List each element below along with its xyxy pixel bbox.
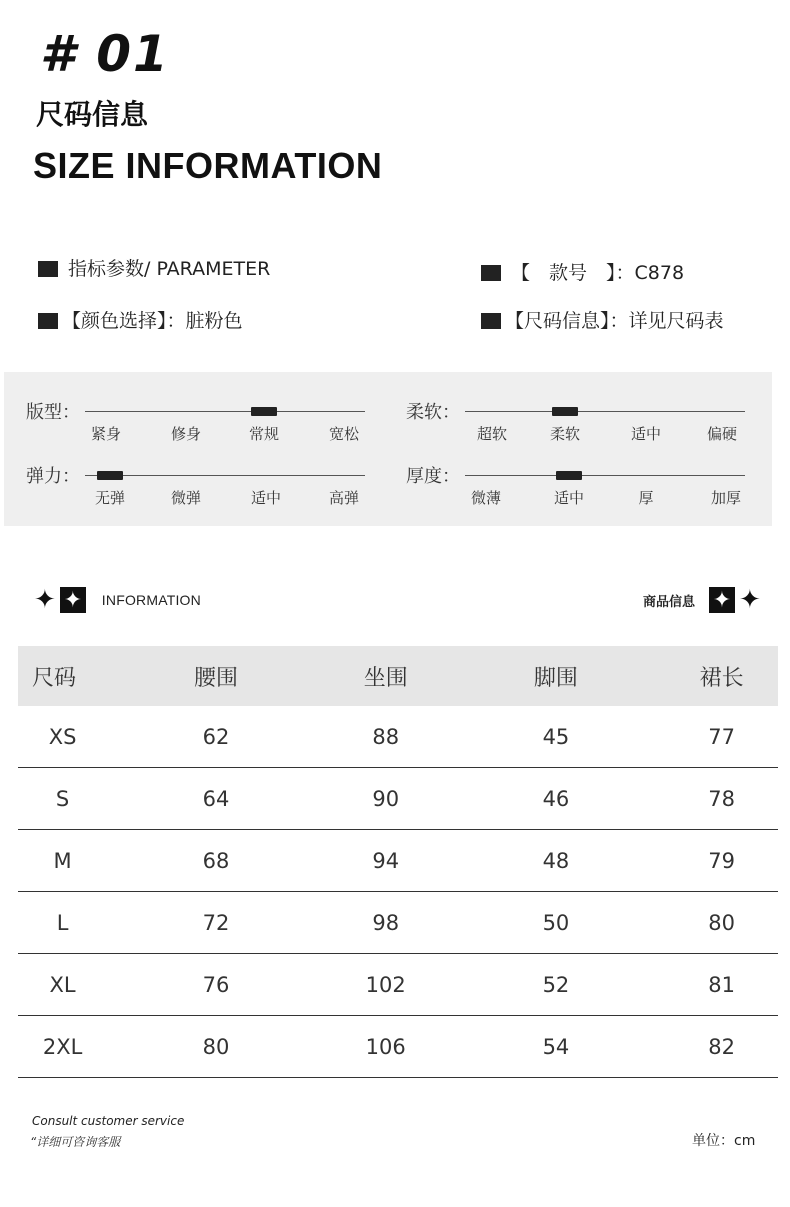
square-bullet-icon xyxy=(38,313,58,329)
attribute-option: 微弹 xyxy=(170,489,201,507)
attribute-option: 高弹 xyxy=(328,489,359,507)
square-bullet-icon xyxy=(481,313,501,329)
attribute-option: 微薄 xyxy=(470,489,501,507)
cell-length: 78 xyxy=(665,768,778,830)
cell-length: 80 xyxy=(665,892,778,954)
attribute-option: 适中 xyxy=(553,489,584,507)
attribute-option: 修身 xyxy=(170,425,201,443)
table-row xyxy=(18,706,778,768)
color-label: 【颜色选择】：脏粉色 xyxy=(62,310,243,332)
square-bullet-icon xyxy=(38,261,58,277)
cell-size: XS xyxy=(18,706,107,768)
cell-waist: 80 xyxy=(107,1016,325,1078)
attribute-track xyxy=(85,411,365,412)
attribute-option: 加厚 xyxy=(710,489,741,507)
parameter-item xyxy=(38,257,270,281)
cell-hem: 45 xyxy=(447,706,666,768)
page-title-en: SIZE INFORMATION xyxy=(33,145,383,186)
consult-service-cn: “详细可咨询客服 xyxy=(30,1135,121,1149)
cell-size: L xyxy=(18,892,107,954)
cell-hem: 54 xyxy=(447,1016,666,1078)
size-table-header-row xyxy=(18,646,778,706)
size-info-label: 【尺码信息】：详见尺码表 xyxy=(505,310,724,332)
attribute-option: 常规 xyxy=(248,425,279,443)
sparkle-box-icon: ✦ xyxy=(60,587,86,613)
cell-hem: 46 xyxy=(447,768,666,830)
cell-hip: 94 xyxy=(325,830,447,892)
style-number-item xyxy=(481,261,684,285)
attribute-track xyxy=(465,475,745,476)
attribute-option: 超软 xyxy=(476,425,507,443)
square-bullet-icon xyxy=(481,265,501,281)
attribute-option: 柔软 xyxy=(549,425,580,443)
sparkle-box-icon: ✦ xyxy=(709,587,735,613)
parameter-label: 指标参数/ PARAMETER xyxy=(68,258,271,280)
section-number: # 01 xyxy=(40,25,170,83)
cell-waist: 68 xyxy=(107,830,325,892)
attribute-label: 弹力： xyxy=(26,466,80,487)
cell-waist: 62 xyxy=(107,706,325,768)
cell-size: 2XL xyxy=(18,1016,107,1078)
unit-label: 单位：cm xyxy=(692,1133,756,1149)
sparkle-icon: ✦ xyxy=(739,585,761,615)
cell-hip: 90 xyxy=(325,768,447,830)
size-info-item xyxy=(481,309,724,333)
attribute-label: 厚度： xyxy=(406,466,460,487)
information-header-right xyxy=(643,585,761,615)
cell-hem: 50 xyxy=(447,892,666,954)
cell-length: 79 xyxy=(665,830,778,892)
cell-waist: 64 xyxy=(107,768,325,830)
cell-waist: 72 xyxy=(107,892,325,954)
attribute-label: 柔软： xyxy=(406,402,460,423)
attribute-indicator xyxy=(552,407,578,416)
attribute-track xyxy=(465,411,745,412)
attribute-track xyxy=(85,475,365,476)
header-waist: 腰围 xyxy=(107,646,325,706)
attribute-indicator xyxy=(556,471,582,480)
cell-size: XL xyxy=(18,954,107,1016)
attribute-indicator xyxy=(251,407,277,416)
size-table xyxy=(18,646,778,1078)
attribute-indicator xyxy=(97,471,123,480)
attribute-option: 适中 xyxy=(250,489,281,507)
attribute-option: 适中 xyxy=(630,425,661,443)
sparkle-icon: ✦ xyxy=(34,585,56,615)
cell-waist: 76 xyxy=(107,954,325,1016)
cell-hip: 88 xyxy=(325,706,447,768)
product-info-label: 商品信息 xyxy=(643,594,696,610)
header-size: 尺码 xyxy=(18,646,107,706)
header-length: 裙长 xyxy=(665,646,778,706)
table-row xyxy=(18,954,778,1016)
color-item xyxy=(38,309,243,333)
style-number-label: 【 款号 】：C878 xyxy=(511,262,685,284)
cell-size: M xyxy=(18,830,107,892)
table-row xyxy=(18,892,778,954)
cell-size: S xyxy=(18,768,107,830)
table-row xyxy=(18,830,778,892)
table-row xyxy=(18,768,778,830)
cell-hip: 98 xyxy=(325,892,447,954)
information-header-left xyxy=(34,585,201,615)
table-row xyxy=(18,1016,778,1078)
cell-length: 77 xyxy=(665,706,778,768)
attribute-option: 厚 xyxy=(638,489,654,507)
cell-hip: 106 xyxy=(325,1016,447,1078)
cell-length: 81 xyxy=(665,954,778,1016)
attribute-option: 无弹 xyxy=(94,489,125,507)
cell-length: 82 xyxy=(665,1016,778,1078)
attribute-option: 宽松 xyxy=(328,425,359,443)
consult-service-en: Consult customer service xyxy=(32,1114,185,1128)
cell-hip: 102 xyxy=(325,954,447,1016)
page-title-cn: 尺码信息 xyxy=(36,98,149,131)
header-hip: 坐围 xyxy=(325,646,447,706)
header-hem: 脚围 xyxy=(447,646,666,706)
attribute-label: 版型： xyxy=(26,402,80,423)
information-label: INFORMATION xyxy=(101,592,201,608)
attribute-option: 偏硬 xyxy=(706,425,737,443)
cell-hem: 48 xyxy=(447,830,666,892)
cell-hem: 52 xyxy=(447,954,666,1016)
attribute-option: 紧身 xyxy=(90,425,121,443)
